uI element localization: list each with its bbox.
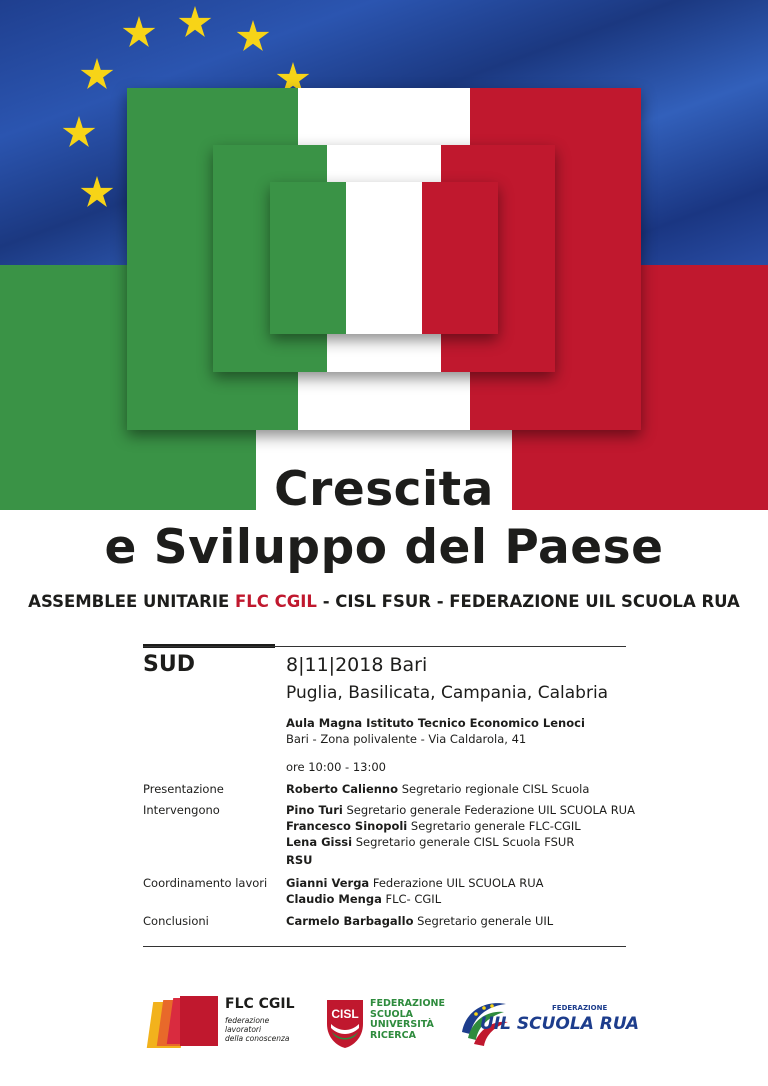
program-entry xyxy=(286,835,574,849)
divider-bottom xyxy=(143,946,626,947)
presentazione-label: Presentazione xyxy=(143,782,224,796)
hero-banner xyxy=(0,0,768,510)
speaker-name: Lena Gissi xyxy=(286,835,353,849)
divider-top xyxy=(143,646,626,647)
uil-name-text: UIL SCUOLA RUA xyxy=(480,1014,640,1034)
event-regions: Puglia, Basilicata, Campania, Calabria xyxy=(286,683,609,703)
program-entry xyxy=(286,876,544,890)
speaker-name: Francesco Sinopoli xyxy=(286,819,408,833)
speaker-name: Claudio Menga xyxy=(286,892,382,906)
cisl-line: RICERCA xyxy=(370,1029,416,1041)
speaker-role: Segretario generale Federazione UIL SCUOLA RUA xyxy=(346,803,635,817)
page-title-line2: e Sviluppo del Paese xyxy=(104,520,664,575)
flc-sub-line: federazione xyxy=(225,1016,270,1025)
conclusioni-label: Conclusioni xyxy=(143,914,209,928)
speaker-name: Carmelo Barbagallo xyxy=(286,914,414,928)
venue-address: Bari - Zona polivalente - Via Caldarola, 41 xyxy=(286,732,527,746)
intervengono-label: Intervengono xyxy=(143,803,220,817)
speaker-name: Roberto Calienno xyxy=(286,782,399,796)
subtitle-highlight: FLC CGIL xyxy=(235,592,317,611)
program-entry xyxy=(286,819,581,833)
program-entry xyxy=(286,803,635,817)
speaker-role: Federazione UIL SCUOLA RUA xyxy=(372,876,544,890)
flc-sub-line: della conoscenza xyxy=(225,1034,290,1043)
cisl-line: SCUOLA xyxy=(370,1008,414,1020)
program-entry xyxy=(286,892,441,906)
page-title-line1: Crescita xyxy=(274,462,494,517)
subtitle-part2: - CISL FSUR - FEDERAZIONE UIL SCUOLA RUA xyxy=(322,592,740,611)
uil-federazione-text: FEDERAZIONE xyxy=(552,1004,608,1012)
venue-name: Aula Magna Istituto Tecnico Economico Lenoci xyxy=(286,716,585,730)
speaker-role: Segretario generale FLC-CGIL xyxy=(410,819,581,833)
subtitle xyxy=(0,592,768,611)
speaker-name: Gianni Verga xyxy=(286,876,370,890)
event-time: ore 10:00 - 13:00 xyxy=(286,760,386,774)
flc-cgil-subtitle xyxy=(225,1016,290,1043)
italian-flag-small xyxy=(270,182,498,334)
cisl-line: FEDERAZIONE xyxy=(370,998,445,1009)
speaker-role: Segretario generale UIL xyxy=(417,914,554,928)
program-entry xyxy=(286,853,312,867)
flc-sub-line: lavoratori xyxy=(225,1025,262,1034)
speaker-role: Segretario regionale CISL Scuola xyxy=(401,782,590,796)
cisl-logo xyxy=(323,994,367,1050)
coordinamento-label: Coordinamento lavori xyxy=(143,876,268,890)
cisl-badge-text: CISL xyxy=(331,1007,359,1021)
cisl-federazione-text xyxy=(370,999,445,1041)
flc-cgil-title: FLC CGIL xyxy=(225,996,295,1012)
footer-logos xyxy=(0,990,768,1060)
speaker-name: Pino Turi xyxy=(286,803,343,817)
region-heading: SUD xyxy=(143,652,195,677)
cisl-line: UNIVERSITÀ xyxy=(370,1019,434,1030)
subtitle-part1: ASSEMBLEE UNITARIE xyxy=(28,592,230,611)
program-entry xyxy=(286,782,589,796)
speaker-name: RSU xyxy=(286,853,313,867)
event-date: 8|11|2018 Bari xyxy=(286,654,428,676)
flc-cgil-logo xyxy=(150,996,220,1048)
program-entry xyxy=(286,914,553,928)
speaker-role: FLC- CGIL xyxy=(385,892,442,906)
speaker-role: Segretario generale CISL Scuola FSUR xyxy=(355,835,575,849)
